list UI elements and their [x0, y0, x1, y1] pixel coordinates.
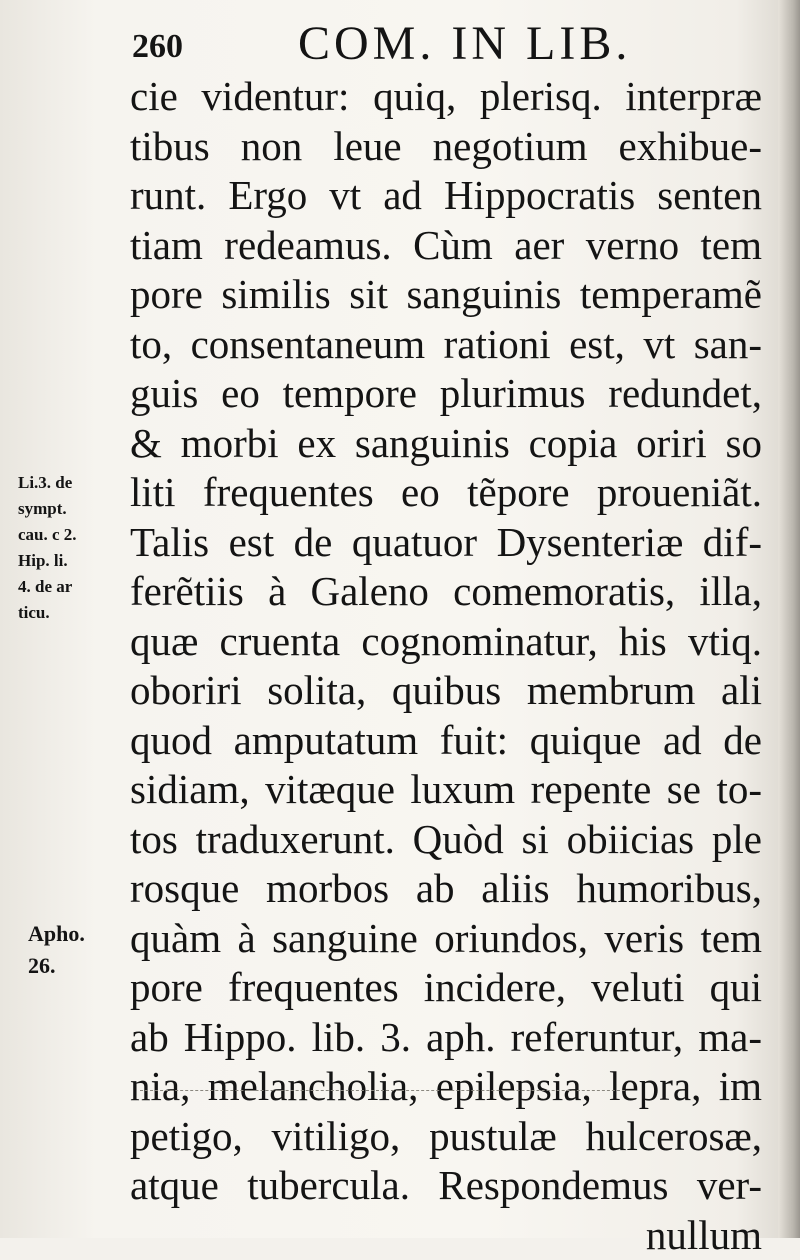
margin-note-line: cau. c 2. [18, 522, 128, 548]
margin-note-aphorism [28, 918, 128, 982]
text-line: & morbi ex sanguinis copia oriri so [130, 419, 762, 469]
text-line: quàm à sanguine oriundos, veris tem [130, 914, 762, 964]
margin-note-citation [18, 470, 128, 626]
text-line: Talis est de quatuor Dysenteriæ dif- [130, 518, 762, 568]
margin-note-line: sympt. [18, 496, 128, 522]
text-line: to, consentaneum rationi est, vt san- [130, 320, 762, 370]
text-line: oboriri solita, quibus membrum ali [130, 666, 762, 716]
text-line: liti frequentes eo tẽpore proueniãt. [130, 468, 762, 518]
body-text [130, 72, 762, 1260]
margin-note-line: 26. [28, 950, 128, 982]
text-line: tibus non leue negotium exhibue- [130, 122, 762, 172]
margin-note-line: Li.3. de [18, 470, 128, 496]
margin-note-line: 4. de ar [18, 574, 128, 600]
text-line: tos traduxerunt. Quòd si obiicias ple [130, 815, 762, 865]
margin-note-line: ticu. [18, 600, 128, 626]
text-line: pore frequentes incidere, veluti qui [130, 963, 762, 1013]
text-line: ferẽtiis à Galeno comemoratis, illa, [130, 567, 762, 617]
margin-note-line: Hip. li. [18, 548, 128, 574]
running-head: COM. IN LIB. [298, 16, 631, 71]
text-line: pore similis sit sanguinis temperamẽ [130, 270, 762, 320]
text-line: nia, melancholia, epilepsia, lepra, im [130, 1062, 762, 1112]
text-line: quod amputatum fuit: quique ad de [130, 716, 762, 766]
page-bottom-rule [140, 1090, 630, 1092]
page-header [128, 14, 768, 74]
text-line: atque tubercula. Respondemus ver- [130, 1161, 762, 1211]
text-line: cie videntur: quiq, plerisq. interpræ [130, 72, 762, 122]
text-line: petigo, vitiligo, pustulæ hulcerosæ, [130, 1112, 762, 1162]
page-number: 260 [132, 28, 183, 66]
text-line: quæ cruenta cognominatur, his vtiq. [130, 617, 762, 667]
text-line: tiam redeamus. Cùm aer verno tem [130, 221, 762, 271]
text-line: guis eo tempore plurimus redundet, [130, 369, 762, 419]
text-line: runt. Ergo vt ad Hippocratis senten [130, 171, 762, 221]
catchword: nullum [130, 1211, 762, 1260]
text-line: rosque morbos ab aliis humoribus, [130, 864, 762, 914]
text-line: sidiam, vitæque luxum repente se to- [130, 765, 762, 815]
page-gutter-shadow [778, 0, 800, 1238]
text-line: ab Hippo. lib. 3. aph. referuntur, ma- [130, 1013, 762, 1063]
margin-note-line: Apho. [28, 918, 128, 950]
